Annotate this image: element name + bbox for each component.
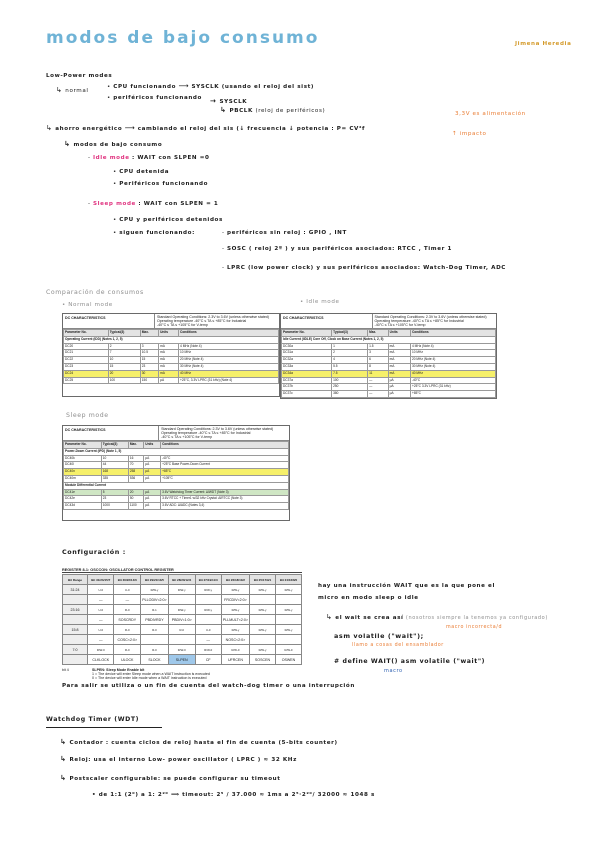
table-cell: 1000 <box>101 503 128 510</box>
register-cell: PLLODIV<2:0> <box>141 595 169 605</box>
osccon-register <box>62 568 302 680</box>
register-cell: R/W-y <box>250 625 276 635</box>
register-cell: R/W-y <box>275 585 301 595</box>
register-cell: 7:0 <box>63 645 88 655</box>
ahorro-line: ↳ ahorro energético ⟶ cambiando el reloj del sis (↓ frecuencia ↓ potencia : P= CV²f <box>46 124 366 132</box>
normal-mode-table: DC CHARACTERISTICS Standard Operating Conditions: 2.3V to 3.6V (unless otherwise stated) Operating temperature -40°C ≤ TA ≤ +85°C for Industrial -40°C ≤ TA ≤ +105°C for V-temp Parameter No. Typical(3) Max. Units Conditions Operating Current (IDD) (Notes 1, 2, 5) DC20 2 3 mA 4 MHz (Note 4) DC21 7 10.5 mA 10 MHz DC22 10 15 mA 20 MHz (Note 4) DC23 15 23 mA 30 MHz (Note 4) DC24 20 30 mA 40 MHz DC25 100 150 μA +25°C, 3.3V LPRC (31 kHz) (Note 4) <box>62 313 280 397</box>
register-cell: R/W-y <box>141 585 169 595</box>
table-cell: mA <box>159 357 179 364</box>
register-column-header: Bit 29/21/13/5 <box>141 575 169 585</box>
column-header: Typical(3) <box>332 330 368 337</box>
register-cell: R/W-y <box>168 605 195 615</box>
table-cell: +25°C, 3.3V LPRC (31 kHz) (Note 4) <box>179 377 279 384</box>
register-cell: PLLMULT<2:0> <box>221 615 249 625</box>
column-header: Typical(3) <box>101 442 128 449</box>
table-cell: DC37a <box>282 377 332 384</box>
table-cell: DC40n <box>64 469 102 476</box>
register-row <box>63 615 302 625</box>
column-header: Units <box>159 330 179 337</box>
register-title: REGISTER 8-1: OSCCON: OSCILLATOR CONTROL REGISTER <box>62 568 302 573</box>
register-row <box>63 585 302 595</box>
table-cell: DC30a <box>282 343 332 350</box>
column-header: Parameter No. <box>64 442 102 449</box>
wdt-formula: • de 1:1 (2⁰) a 1: 2²⁰ ⟹ timeout: 2⁵ / 37.000 ≈ 1ms a 2⁵·2²⁰/ 32000 ≈ 1048 s <box>92 792 375 798</box>
table-cell: 1 <box>332 343 368 350</box>
table-cell: mA <box>159 370 179 377</box>
table-row <box>64 475 289 482</box>
section-label: Operating Current (IDD) (Notes 1, 2, 5) <box>64 336 279 343</box>
config-heading: Configuración : <box>62 548 126 556</box>
register-cell: R/W-y <box>221 605 249 615</box>
wdt-underline <box>46 727 162 728</box>
table-cell: 7.5 <box>332 370 368 377</box>
table-cell: DC42e <box>64 496 102 503</box>
table-cell: μA <box>388 384 410 391</box>
table-cell: DC37b <box>282 384 332 391</box>
table-cell: — <box>368 377 389 384</box>
wait-line-1: hay una instrucción WAIT que es la que pone el <box>318 583 495 589</box>
table-cell: mA <box>159 350 179 357</box>
register-cell: 31:24 <box>63 585 88 595</box>
register-cell: U-0 <box>88 605 114 615</box>
table-cell: μA <box>144 469 161 476</box>
register-cell: U-0 <box>114 585 141 595</box>
register-cell: R/W-y <box>195 605 221 615</box>
table-cell: +105°C <box>161 475 289 482</box>
table-cell: 100 <box>332 377 368 384</box>
table-row <box>64 343 279 350</box>
table-cell: 30 MHz (Note 4) <box>410 363 495 370</box>
table-cell: 23 <box>101 496 128 503</box>
register-row <box>63 605 302 615</box>
register-cell: R/W-y <box>221 585 249 595</box>
register-cell <box>195 615 221 625</box>
author-name: Jimena Heredia <box>515 41 572 47</box>
register-cell: PBDIV<1:0> <box>168 615 195 625</box>
register-row <box>63 625 302 635</box>
register-column-header: Bit 30/22/14/6 <box>114 575 141 585</box>
register-cell: R-0 <box>114 625 141 635</box>
register-cell: — <box>88 615 114 625</box>
sleep-bullet-2: • siguen funcionando: <box>113 230 195 236</box>
asm-note: llamo a cosas del ensamblador <box>352 643 444 648</box>
table-cell: 40 MHz <box>410 370 495 377</box>
register-cell <box>168 595 195 605</box>
register-cell: R-0 <box>114 605 141 615</box>
table-cell: DC33a <box>282 363 332 370</box>
register-cell: FRCDIV<2:0> <box>221 595 249 605</box>
normal-mode-label: • Normal mode <box>62 302 113 308</box>
register-column-header: Bit 24/16/8/0 <box>275 575 301 585</box>
column-header: Conditions <box>179 330 279 337</box>
table-cell: 10 MHz <box>179 350 279 357</box>
register-cell: — <box>88 635 114 645</box>
register-cell: U-0 <box>88 585 114 595</box>
table-cell: 10 MHz <box>410 350 495 357</box>
table-header-row <box>64 330 279 337</box>
perif-line: • periféricos funcionando <box>107 95 202 101</box>
table-row <box>64 489 289 496</box>
column-header: Conditions <box>410 330 495 337</box>
register-column-header: Bit 27/19/11/3 <box>195 575 221 585</box>
table-cell: 100 <box>108 377 140 384</box>
table-cell: — <box>368 384 389 391</box>
table-cell: 50 <box>128 496 143 503</box>
register-cell: — <box>88 595 114 605</box>
register-cell: SOSCRDY <box>114 615 141 625</box>
table-cell: 15 <box>140 357 158 364</box>
table-cell: 3.6V Watchdog Timer Current: ΔIWDT (Note 3) <box>161 489 289 496</box>
table-cell: 335 <box>101 475 128 482</box>
table-header-row <box>282 330 496 337</box>
section-label: Idle Current (IIDLE) Core Off, Clock on Base Current (Notes 1, 2, 5) <box>282 336 496 343</box>
register-cell <box>250 595 276 605</box>
normal-label: ↳ normal <box>56 86 89 94</box>
table-row <box>64 496 289 503</box>
column-header: Parameter No. <box>64 330 109 337</box>
register-cell: — <box>195 635 221 645</box>
low-power-heading: Low-Power modes <box>46 73 113 79</box>
table-cell: 4 MHz (Note 4) <box>410 343 495 350</box>
table-row <box>64 503 289 510</box>
table-cell: +85°C <box>410 391 495 398</box>
register-column-header: Bit 31/23/15/7 <box>88 575 114 585</box>
register-cell <box>168 635 195 645</box>
table-cell: 536 <box>128 475 143 482</box>
table-cell: 5 <box>101 489 128 496</box>
table-row <box>282 357 496 364</box>
table-cell: μA <box>159 377 179 384</box>
table-row <box>282 377 496 384</box>
bit4-one: 1 = The device will enter Sleep mode when a WAIT instruction is executed <box>92 672 210 676</box>
table-cell: 3 <box>140 343 158 350</box>
column-header: Parameter No. <box>282 330 332 337</box>
column-header: Max. <box>368 330 389 337</box>
table-cell: -40°C <box>161 455 289 462</box>
register-cell: R/W-0 <box>195 645 221 655</box>
table-cell: 1.5 <box>368 343 389 350</box>
table-cell: 3.6V RTCC + Timer1 w/32 kHz Crystal: ΔIRTCC (Note 3) <box>161 496 289 503</box>
table-header-row <box>64 442 289 449</box>
table-cell: mA <box>159 363 179 370</box>
register-cell: U-0 <box>88 625 114 635</box>
register-cell <box>275 635 301 645</box>
table-cell: DC22 <box>64 357 109 364</box>
register-column-header: Bit 26/18/10/2 <box>221 575 249 585</box>
sleep-sub-2: - SOSC ( reloj 2º ) y sus periféricos asociados: RTCC , Timer 1 <box>222 246 453 252</box>
register-cell <box>63 655 88 665</box>
table-cell: 250 <box>332 384 368 391</box>
register-cell: NOSC<2:0> <box>221 635 249 645</box>
table-cell: DC41e <box>64 489 102 496</box>
pbclk-label: ↳ PBCLK (reloj de periféricos) <box>220 106 326 114</box>
column-header: Max. <box>128 442 143 449</box>
sleep-sub-1: - periféricos sin reloj : GPIO , INT <box>222 230 347 236</box>
table-section-row <box>64 336 279 343</box>
register-row <box>63 655 302 665</box>
register-cell: R/W-0 <box>88 645 114 655</box>
register-cell: R/W-0 <box>275 645 301 655</box>
table-cell: μA <box>144 496 161 503</box>
table-cell: 7 <box>108 350 140 357</box>
table-cell: 5.5 <box>332 363 368 370</box>
table-cell: +25°C Base Power-Down Current <box>161 462 289 469</box>
bit4-desc: SLPEN: Sleep Mode Enable bit <box>92 668 145 672</box>
table-cell: +25°C 3.3V LPRC (31 kHz) <box>410 384 495 391</box>
table-cell: mA <box>388 343 410 350</box>
table-row <box>282 350 496 357</box>
register-cell: U-0 <box>195 625 221 635</box>
register-cell: 23:16 <box>63 605 88 615</box>
table-cell: μA <box>388 377 410 384</box>
register-cell <box>275 615 301 625</box>
note-impacto: ↑ impacto <box>452 131 487 137</box>
idle-mode-label: • Idle mode <box>300 299 340 305</box>
table-cell: μA <box>144 455 161 462</box>
table-cell: -40°C <box>410 377 495 384</box>
table-cell: DC40m <box>64 475 102 482</box>
modos-label: ↳ modos de bajo consumo <box>64 140 163 148</box>
table-cell: μA <box>144 475 161 482</box>
table-row <box>64 377 279 384</box>
register-cell <box>250 635 276 645</box>
table-cell: DC40l <box>64 462 102 469</box>
table-cell: mA <box>388 363 410 370</box>
table-cell: DC31a <box>282 350 332 357</box>
idle-mode-line: - Idle mode : WAIT con SLPEN =0 <box>88 155 210 161</box>
register-cell: R/W-0 <box>168 645 195 655</box>
macro-note: macro incorrecta/d <box>446 625 503 630</box>
table-cell: DC37c <box>282 391 332 398</box>
table-cell: 44 <box>101 462 128 469</box>
register-cell: PBDIVRDY <box>141 615 169 625</box>
column-header: Units <box>144 442 161 449</box>
register-column-header: Bit 28/20/12/4 <box>168 575 195 585</box>
table-cell: 11 <box>368 370 389 377</box>
register-row <box>63 645 302 655</box>
table-cell: μA <box>388 391 410 398</box>
table-section-row <box>64 482 289 489</box>
register-cell: R-0 <box>141 645 169 655</box>
table-cell: 30 MHz (Note 4) <box>179 363 279 370</box>
table-cell: 23 <box>140 363 158 370</box>
table-cell: +85°C <box>161 469 289 476</box>
table-cell: 4 MHz (Note 4) <box>179 343 279 350</box>
section-label: Module Differential Current <box>64 482 289 489</box>
register-cell <box>141 635 169 645</box>
table-section-row <box>282 336 496 343</box>
table-cell: 20 MHz (Note 4) <box>410 357 495 364</box>
idle-bullet-2: • Periféricos funcionando <box>113 181 209 187</box>
table-cell: DC24 <box>64 370 109 377</box>
register-cell <box>195 595 221 605</box>
table-cell: 10.5 <box>140 350 158 357</box>
table-cell: DC32a <box>282 357 332 364</box>
register-cell: SLOCK <box>141 655 169 665</box>
table-cell: DC40k <box>64 455 102 462</box>
register-row <box>63 635 302 645</box>
register-cell: SLPEN <box>168 655 195 665</box>
register-header-row <box>63 575 302 585</box>
table-cell: 8 <box>368 363 389 370</box>
register-cell: OSWEN <box>275 655 301 665</box>
register-cell: R/W-y <box>250 645 276 655</box>
table-row <box>282 343 496 350</box>
register-cell: R/W-y <box>195 585 221 595</box>
table-row <box>282 370 496 377</box>
table-cell: μA <box>144 462 161 469</box>
wdt-postscaler: ↳ Postscaler configurable: se puede configurar su timeout <box>60 774 281 782</box>
sleep-sub-3: - LPRC (low power clock) y sus periféricos asociados: Watch-Dog Timer, ADC <box>222 265 507 271</box>
column-header: Units <box>388 330 410 337</box>
register-cell <box>63 615 88 625</box>
table-cell: mA <box>388 350 410 357</box>
table-cell: 15 <box>108 363 140 370</box>
register-cell: R/W-y <box>250 605 276 615</box>
page-title: modos de bajo consumo <box>46 28 320 48</box>
register-cell: R-1 <box>141 605 169 615</box>
table-cell: 168 <box>101 469 128 476</box>
column-header: Max. <box>140 330 158 337</box>
table-cell: 20 <box>128 489 143 496</box>
table-cell: DC25 <box>64 377 109 384</box>
register-cell: R/W-y <box>250 585 276 595</box>
table-cell: DC20 <box>64 343 109 350</box>
note-33v: 3,3V es alimentación <box>455 111 526 117</box>
table-cell: 10 <box>101 455 128 462</box>
register-cell: — <box>114 595 141 605</box>
table-cell: 40 MHz <box>179 370 279 377</box>
table-cell: 3 <box>368 350 389 357</box>
wdt-reloj: ↳ Reloj: usa el interno Low- power oscillator ( LPRC ) ≈ 32 KHz <box>60 755 297 763</box>
register-cell: R-0 <box>168 625 195 635</box>
register-cell <box>275 595 301 605</box>
table-cell: 150 <box>140 377 158 384</box>
register-row <box>63 595 302 605</box>
table-row <box>64 370 279 377</box>
sleep-bullet-1: • CPU y periféricos detenidos <box>113 217 223 223</box>
sleep-mode-label: Sleep mode <box>66 412 109 419</box>
bit4-zero: 0 = The device will enter Idle mode when a WAIT instruction is executed <box>92 676 207 680</box>
register-cell: R-0 <box>141 625 169 635</box>
table-cell: 16 <box>128 455 143 462</box>
table-cell: — <box>368 391 389 398</box>
table-cell: 70 <box>128 462 143 469</box>
cpu-line: • CPU funcionando ⟶ SYSCLK (usando el reloj del sist) <box>107 82 315 90</box>
table-cell: 258 <box>128 469 143 476</box>
table-cell: 6 <box>368 357 389 364</box>
table-section-row <box>64 448 289 455</box>
register-cell: R/W-y <box>168 585 195 595</box>
define-line: # define WAIT() asm volatile ("wait") <box>334 658 486 665</box>
sysclk-label: → SYSCLK <box>210 97 248 105</box>
table-row <box>64 455 289 462</box>
table-row <box>282 391 496 398</box>
sleep-mode-table: DC CHARACTERISTICS Standard Operating Conditions: 2.3V to 3.6V (unless otherwise stated) Operating temperature -40°C ≤ TA ≤ +85°C for Industrial -40°C ≤ TA ≤ +105°C for V-temp Parameter No. Typical(3) Max. Units Conditions Power-Down Current (IPD) (Note 1, 5) DC40k 10 16 μA -40°C DC40l 44 70 μA +25°C Base Power-Down Current DC40n 168 258 μA +85°C DC40m 335 536 μA +105°C Module Differential Current DC41e 5 20 μA 3.6V Watchdog Timer Current: ΔIWDT (Note 3) DC42e 23 50 μA 3.6V RTCC + Timer1 w/32 kHz Crystal: ΔIRTCC (Note 3) DC43d 1000 1100 μA 3.6V ADC: ΔIADC (Notes 3,4) <box>62 425 290 521</box>
idle-bullet-1: • CPU detenida <box>113 169 170 175</box>
comparacion-heading: Comparación de consumos <box>46 289 144 296</box>
table-row <box>64 357 279 364</box>
table-cell: 1100 <box>128 503 143 510</box>
register-cell: R/W-y <box>275 605 301 615</box>
register-cell: UFRCEN <box>221 655 249 665</box>
table-cell: 380 <box>332 391 368 398</box>
register-cell: R/W-0 <box>221 645 249 655</box>
register-cell <box>63 635 88 645</box>
salir-line: Para salir se utiliza o un fin de cuenta del watch-dog timer o una interrupción <box>62 683 355 689</box>
register-cell: R/W-y <box>275 625 301 635</box>
register-cell: ULOCK <box>114 655 141 665</box>
table-cell: DC43d <box>64 503 102 510</box>
sleep-mode-line: - Sleep mode : WAIT con SLPEN = 1 <box>88 201 219 207</box>
table-cell: DC34a <box>282 370 332 377</box>
idle-mode-table: DC CHARACTERISTICS Standard Operating Conditions: 2.3V to 3.6V (unless otherwise stated) Operating temperature -40°C ≤ TA ≤ +85°C for Industrial -40°C ≤ TA ≤ +105°C for V-temp Parameter No. Typical(3) Max. Units Conditions Idle Current (IIDLE) Core Off, Clock on Base Current (Notes 1, 2, 5) DC30a 1 1.5 mA 4 MHz (Note 4) DC31a 2 3 mA 10 MHz DC32a 4 6 mA 20 MHz (Note 4) DC33a 5.5 8 mA 30 MHz (Note 4) DC34a 7.5 11 mA 40 MHz DC37a 100 — μA -40°C DC37b 250 — μA +25°C 3.3V LPRC (31 kHz) DC37c 380 — μA +85°C <box>280 313 497 399</box>
register-column-header: Bit 25/17/9/1 <box>250 575 276 585</box>
bit4-label: bit 4 <box>62 668 69 672</box>
table-row <box>64 469 289 476</box>
register-cell: 15:8 <box>63 625 88 635</box>
wdt-heading: Watchdog Timer (WDT) <box>46 716 140 723</box>
table-row <box>64 350 279 357</box>
table-cell: DC21 <box>64 350 109 357</box>
register-cell: CLKLOCK <box>88 655 114 665</box>
table-row <box>282 384 496 391</box>
macro-label: macro <box>384 668 403 674</box>
column-header: Conditions <box>161 442 289 449</box>
table-cell: 4 <box>332 357 368 364</box>
column-header: Typical(3) <box>108 330 140 337</box>
register-column-header: Bit Range <box>63 575 88 585</box>
table-cell: mA <box>159 343 179 350</box>
table-cell: 20 MHz (Note 4) <box>179 357 279 364</box>
table-row <box>64 462 289 469</box>
table-cell: μA <box>144 489 161 496</box>
table-cell: DC23 <box>64 363 109 370</box>
section-label: Power-Down Current (IPD) (Note 1, 5) <box>64 448 289 455</box>
register-cell <box>63 595 88 605</box>
table-row <box>282 363 496 370</box>
register-cell <box>250 615 276 625</box>
crea-line: ↳ el wait se crea así (nosotros siempre la tenemos ya configurado) <box>326 613 548 621</box>
asm-line: asm volatile ("wait"); <box>334 632 424 640</box>
register-cell: CF <box>195 655 221 665</box>
table-cell: 3.6V ADC: ΔIADC (Notes 3,4) <box>161 503 289 510</box>
table-cell: 30 <box>140 370 158 377</box>
register-cell: R-0 <box>114 645 141 655</box>
register-cell: COSC<2:0> <box>114 635 141 645</box>
register-cell: R/W-y <box>221 625 249 635</box>
table-cell: mA <box>388 370 410 377</box>
table-cell: 20 <box>108 370 140 377</box>
table-cell: mA <box>388 357 410 364</box>
wdt-contador: ↳ Contador : cuenta ciclos de reloj hasta el fin de cuenta (5-bits counter) <box>60 738 338 746</box>
register-cell: SOSCEN <box>250 655 276 665</box>
table-cell: 10 <box>108 357 140 364</box>
table-row <box>64 363 279 370</box>
table-cell: μA <box>144 503 161 510</box>
wait-line-2: micro en modo sleep o idle <box>318 595 419 601</box>
table-cell: 2 <box>108 343 140 350</box>
table-cell: 2 <box>332 350 368 357</box>
